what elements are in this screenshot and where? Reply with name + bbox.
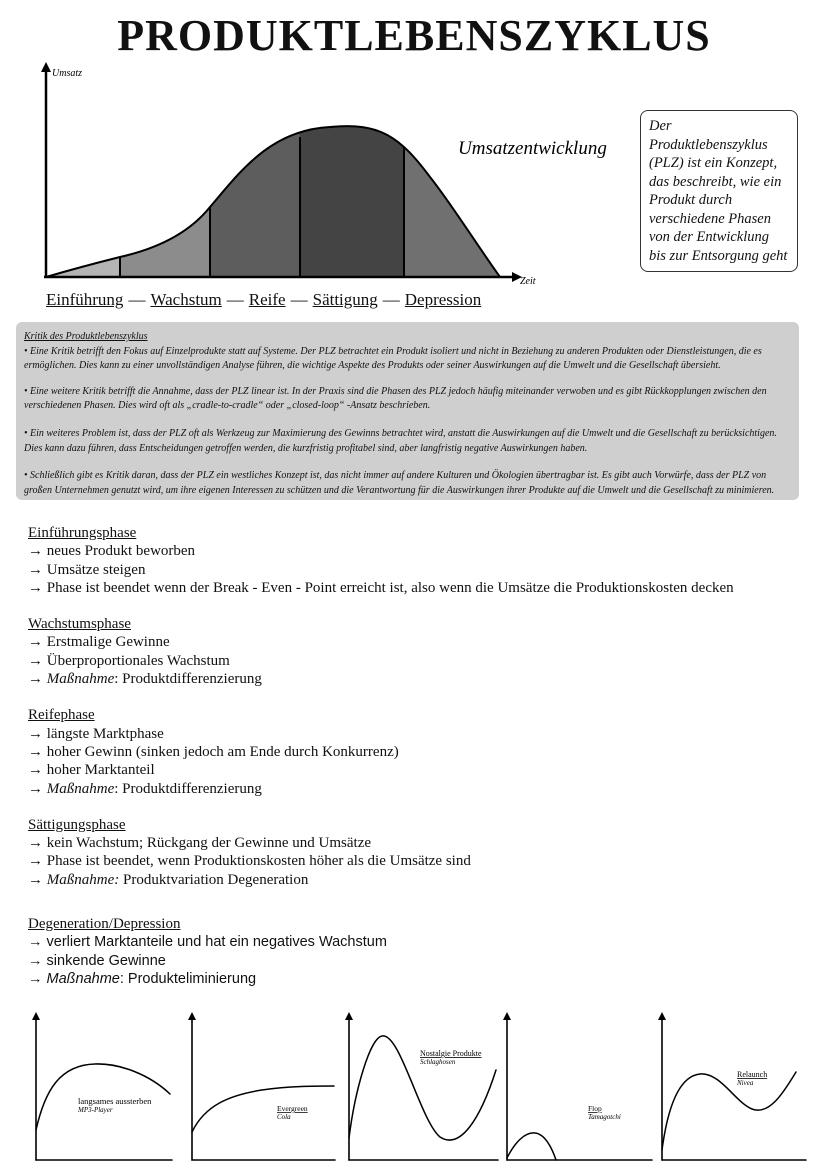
mini-chart-example: Nivea	[737, 1079, 754, 1087]
section-einfuehrungsphase	[28, 524, 734, 597]
section-line: → Phase ist beendet wenn der Break - Even - Point erreicht ist, also wenn die Umsätze die Produktionskosten decken	[28, 579, 734, 596]
measure-label: Maßnahme:	[46, 871, 120, 888]
mini-chart-example: Schlaghosen	[420, 1058, 456, 1066]
critique-paragraph: • Schließlich gibt es Kritik daran, dass der PLZ ein westliches Konzept ist, das nicht immer auf andere Kulturen und Ökologien übertragbar ist. Es gibt auch Vorwürfe, dass der PLZ von großen Unternehmen genutzt wird, um ihre eigenen Interessen zu schützen und die Verantwortung für die Auswirkungen ihrer Produkte auf die Umwelt und die Gesellschaft zu minimieren.	[24, 470, 775, 496]
section-heading: Wachstumsphase	[28, 616, 131, 633]
lifecycle-variants	[0, 1010, 828, 1171]
phase-label-wachstum: Wachstum	[150, 290, 222, 309]
critique-paragraph: • Eine Kritik betrifft den Fokus auf Einzelprodukte statt auf Systeme. Der PLZ betrachtet ein Produkt isoliert und nicht in Beziehung zu anderen Produkten oder Dienstleistungen, die es ermöglichen. Dies kann zu einer unvollständigen Analyse führen, die wichtige Aspekte des Produkts oder seiner Auswirkungen auf die Umwelt und die Gesellschaft übersieht.	[24, 345, 762, 372]
mini-chart-example: Tamagotchi	[588, 1113, 621, 1121]
section-line: → Erstmalige Gewinne	[28, 634, 170, 651]
mini-chart-relaunch	[658, 1012, 806, 1160]
curve-fill	[30, 62, 524, 290]
mini-chart-slow-decline	[32, 1012, 172, 1160]
mini-chart-label: Flop	[588, 1104, 602, 1113]
arrow-prefix: →	[28, 671, 47, 688]
section-heading: Einführungsphase	[28, 525, 137, 541]
measure-text: : Produkteliminierung	[119, 970, 257, 987]
phase-label-einfuehrung: Einführung	[46, 290, 124, 309]
measure-text: : Produktdifferenzierung	[114, 671, 262, 688]
page-title: PRODUKTLEBENSZYKLUS	[117, 11, 711, 60]
definition-box: Der Produktlebenszyklus (PLZ) ist ein Konzept, das beschreibt, wie ein Produkt durch verschiedene Phasen von der Entwicklung bis zur Entsorgung geht	[640, 110, 798, 272]
section-heading: Sättigungsphase	[28, 816, 126, 833]
critique-title: Kritik des Produktlebenszyklus	[24, 331, 148, 342]
section-degeneration	[28, 915, 734, 988]
product-lifecycle-chart	[30, 62, 607, 290]
section-heading: Reifephase	[28, 707, 95, 724]
mini-chart-nostalgia	[345, 1012, 498, 1160]
section-line: → Umsätze steigen	[28, 561, 146, 578]
arrow-prefix: →	[28, 871, 47, 888]
section-line	[28, 970, 734, 988]
section-line: → verliert Marktanteile und hat ein negatives Wachstum	[28, 934, 387, 951]
arrow-prefix: →	[28, 970, 47, 987]
measure-label: Maßnahme	[46, 780, 115, 797]
y-axis-arrow-icon	[41, 62, 51, 72]
phase-labels	[46, 290, 481, 310]
measure-label: Maßnahme	[46, 671, 115, 688]
section-line: → neues Produkt beworben	[28, 543, 196, 560]
section-line	[28, 871, 734, 889]
section-line	[28, 780, 734, 798]
phase-label-reife: Reife	[248, 290, 286, 309]
mini-chart-label: Evergreen	[277, 1104, 308, 1113]
x-axis-label: Zeit	[520, 276, 536, 287]
phase-label-depression: Depression	[404, 290, 482, 309]
mini-chart-example: MP3-Player	[78, 1106, 113, 1114]
section-wachstumsphase	[28, 615, 734, 688]
phase-sections	[28, 524, 734, 1006]
section-reifephase	[28, 706, 734, 797]
mini-chart-evergreen	[188, 1012, 335, 1160]
section-line	[28, 670, 734, 688]
section-saettigungsphase	[28, 816, 734, 889]
critique-paragraph: • Ein weiteres Problem ist, dass der PLZ oft als Werkzeug zur Maximierung des Gewinns betrachtet wird, anstatt die Auswirkungen auf die Umwelt und die Gesellschaft zu berücksichtigen. Dies kann dazu führen, dass Entscheidungen getroffen werden, die kurzfristig profitabel sind, aber langfristig negative Auswirkungen haben.	[24, 427, 777, 454]
section-line: → längste Marktphase	[28, 725, 164, 742]
critique-paragraph: • Eine weitere Kritik betrifft die Annahme, dass der PLZ linear ist. In der Praxis sind die Phasen des PLZ jedoch häufig miteinander verwoben und es gibt Rückkopplungen zwischen den verschiedenen Phasen. Dies wird oft als „cradle-to-cradle“ oder „closed-loop“ -Ansatz beschrieben.	[24, 385, 767, 412]
phase-separator: —	[290, 290, 308, 309]
mini-chart-flop	[503, 1012, 652, 1160]
section-line: → Phase ist beendet, wenn Produktionskosten höher als die Umsätze sind	[28, 853, 471, 870]
curve-label: Umsatzentwicklung	[458, 138, 607, 159]
section-line: → Überproportionales Wachstum	[28, 652, 230, 669]
measure-text: : Produktdifferenzierung	[114, 780, 262, 797]
section-line: → hoher Gewinn (sinken jedoch am Ende durch Konkurrenz)	[28, 743, 399, 760]
phase-separator: —	[226, 290, 244, 309]
measure-text: Produktvariation Degeneration	[119, 871, 309, 888]
mini-chart-example: Cola	[277, 1113, 291, 1121]
section-line: → hoher Marktanteil	[28, 762, 155, 779]
measure-label: Maßnahme	[46, 970, 120, 987]
critique-box	[16, 322, 799, 500]
mini-chart-label: Relaunch	[737, 1070, 768, 1079]
arrow-prefix: →	[28, 780, 47, 797]
y-axis-label: Umsatz	[52, 68, 83, 79]
mini-chart-label: Nostalgie Produkte	[420, 1049, 482, 1058]
section-heading: Degeneration/Depression	[28, 916, 181, 933]
phase-separator: —	[382, 290, 400, 309]
section-line: → kein Wachstum; Rückgang der Gewinne und Umsätze	[28, 835, 372, 852]
section-line: → sinkende Gewinne	[28, 952, 166, 969]
mini-chart-label: langsames aussterben	[78, 1096, 152, 1106]
phase-label-saettigung: Sättigung	[312, 290, 378, 309]
phase-separator: —	[128, 290, 146, 309]
